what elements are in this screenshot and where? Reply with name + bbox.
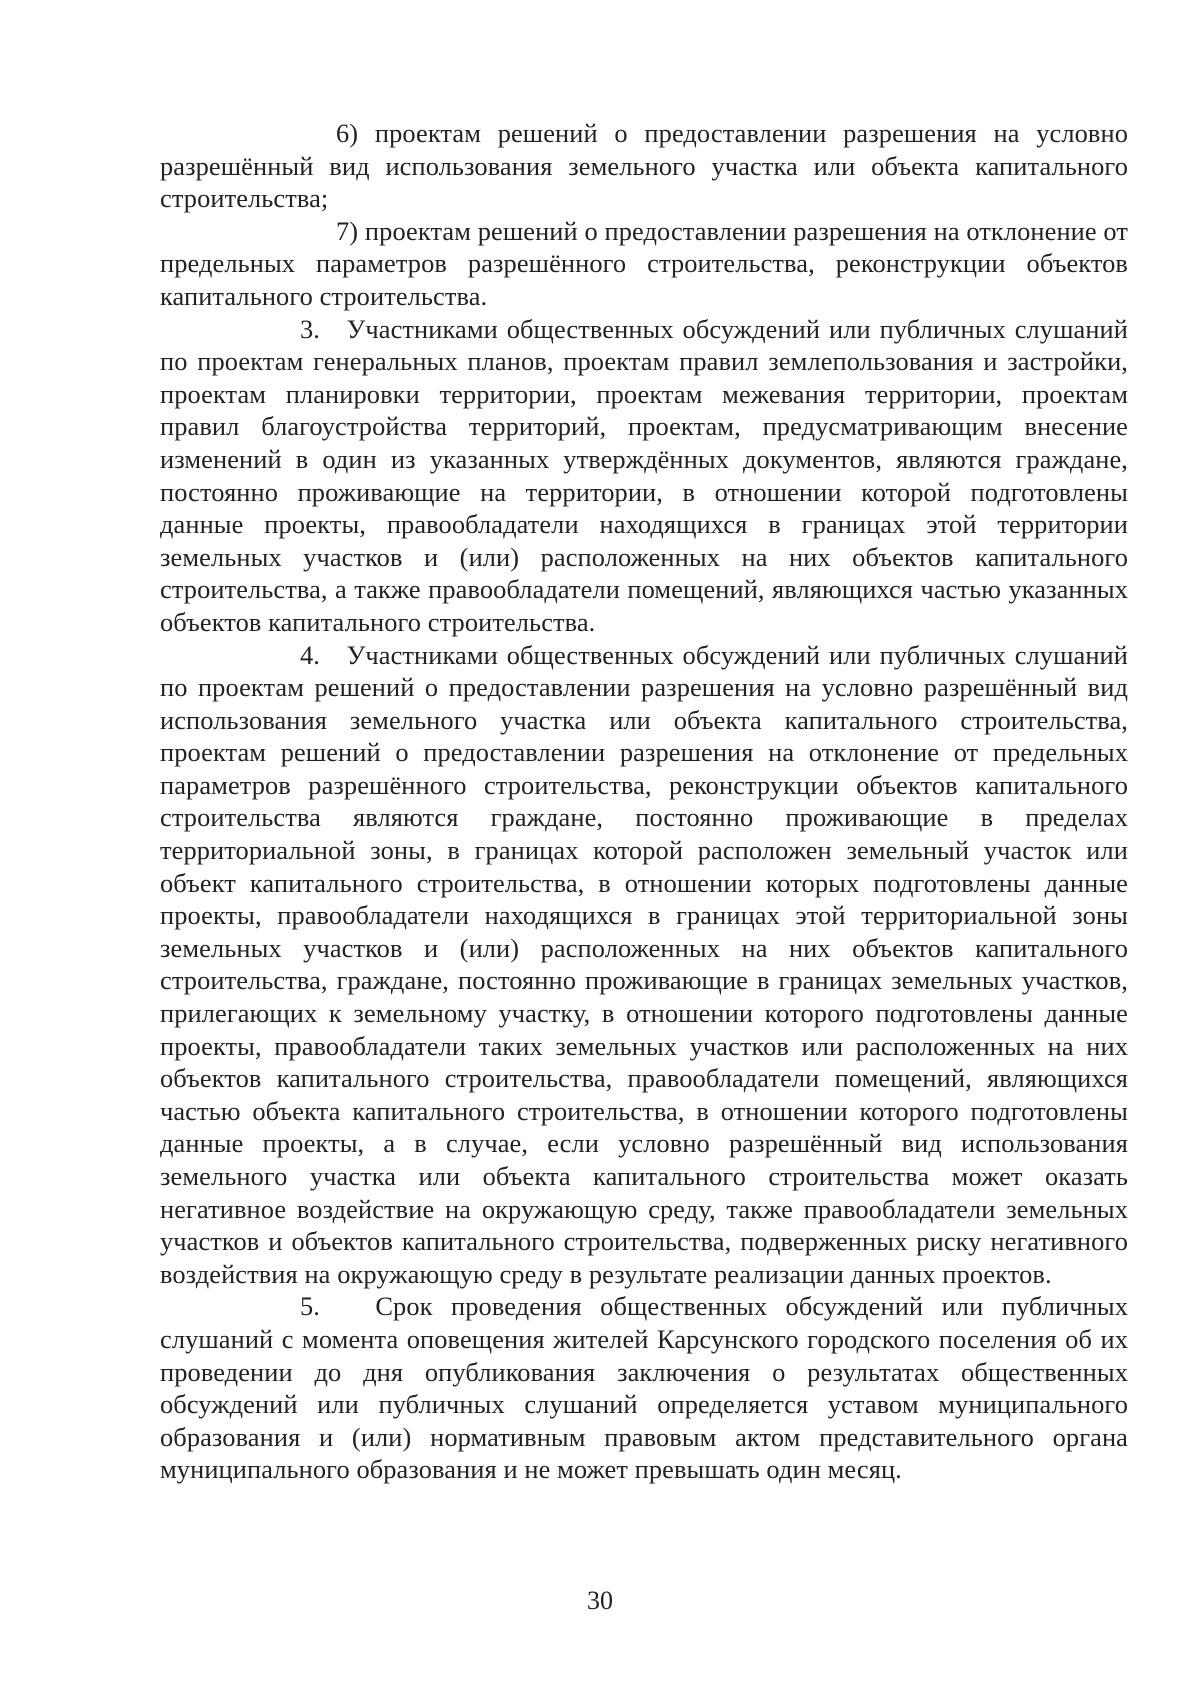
item-text: проектам решений о предоставлении разрешения на отклонение от предельных параметров разрешённого строительства, реконструкции объектов капитального строительства. bbox=[160, 215, 1129, 311]
clause-number: 5. bbox=[300, 1291, 320, 1322]
document-body bbox=[160, 117, 1128, 1486]
list-item-6 bbox=[160, 117, 1128, 215]
clause-text: Срок проведения общественных обсуждений или публичных слушаний с момента оповещения жителей Карсунского городского поселения об их проведении до дня опубликования заключения о результатах общественных обсуждений или публичных слушаний определяется уставом муниципального образования и (или) нормативным правовым актом представительного органа муниципального образования и не может превышать один месяц. bbox=[160, 1291, 1129, 1485]
clause-text: Участниками общественных обсуждений или публичных слушаний по проектам генеральных планов, проектам правил землепользования и застройки, проектам планировки территории, проектам межевания территории, проектам правил благоустройства территорий, проектам, предусматривающим внесение изменений в один из указанных утверждённых документов, являются граждане, постоянно проживающие на территории, в отношении которой подготовлены данные проекты, правообладатели находящихся в границах этой территории земельных участков и (или) расположенных на них объектов капитального строительства, а также правообладатели помещений, являющихся частью указанных объектов капитального строительства. bbox=[160, 313, 1128, 637]
clause-4 bbox=[160, 639, 1128, 1291]
clause-number: 4. bbox=[300, 639, 320, 670]
item-number: 7) bbox=[336, 215, 359, 246]
item-text: проектам решений о предоставлении разрешения на условно разрешённый вид использования земельного участка или объекта капитального строительства; bbox=[160, 118, 1128, 214]
clause-5 bbox=[160, 1290, 1128, 1486]
clause-3 bbox=[160, 313, 1128, 639]
clause-number: 3. bbox=[300, 313, 320, 344]
page-number: 30 bbox=[587, 1586, 613, 1615]
clause-text: Участниками общественных обсуждений или публичных слушаний по проектам решений о предоставлении разрешения на условно разрешённый вид использования земельного участка или объекта капитального строительства, проектам решений о предоставлении разрешения на отклонение от предельных параметров разрешённого строительства, реконструкции объектов капитального строительства являются граждане, постоянно проживающие в пределах территориальной зоны, в границах которой расположен земельный участок или объект капитального строительства, в отношении которых подготовлены данные проекты, правообладатели находящихся в границах этой территориальной зоны земельных участков и (или) расположенных на них объектов капитального строительства, граждане, постоянно проживающие в границах земельных участков, прилегающих к земельному участку, в отношении которого подготовлены данные проекты, правообладатели таких земельных участков или расположенных на них объектов капитального строительства, правообладатели помещений, являющихся частью объекта капитального строительства, в отношении которого подготовлены данные проекты, а в случае, если условно разрешённый вид использования земельного участка или объекта капитального строительства может оказать негативное воздействие на окружающую среду, также правообладатели земельных участков и объектов капитального строительства, подверженных риску негативного воздействия на окружающую среду в результате реализации данных проектов. bbox=[160, 639, 1128, 1289]
item-number: 6) bbox=[336, 118, 359, 148]
list-item-7 bbox=[160, 215, 1128, 313]
